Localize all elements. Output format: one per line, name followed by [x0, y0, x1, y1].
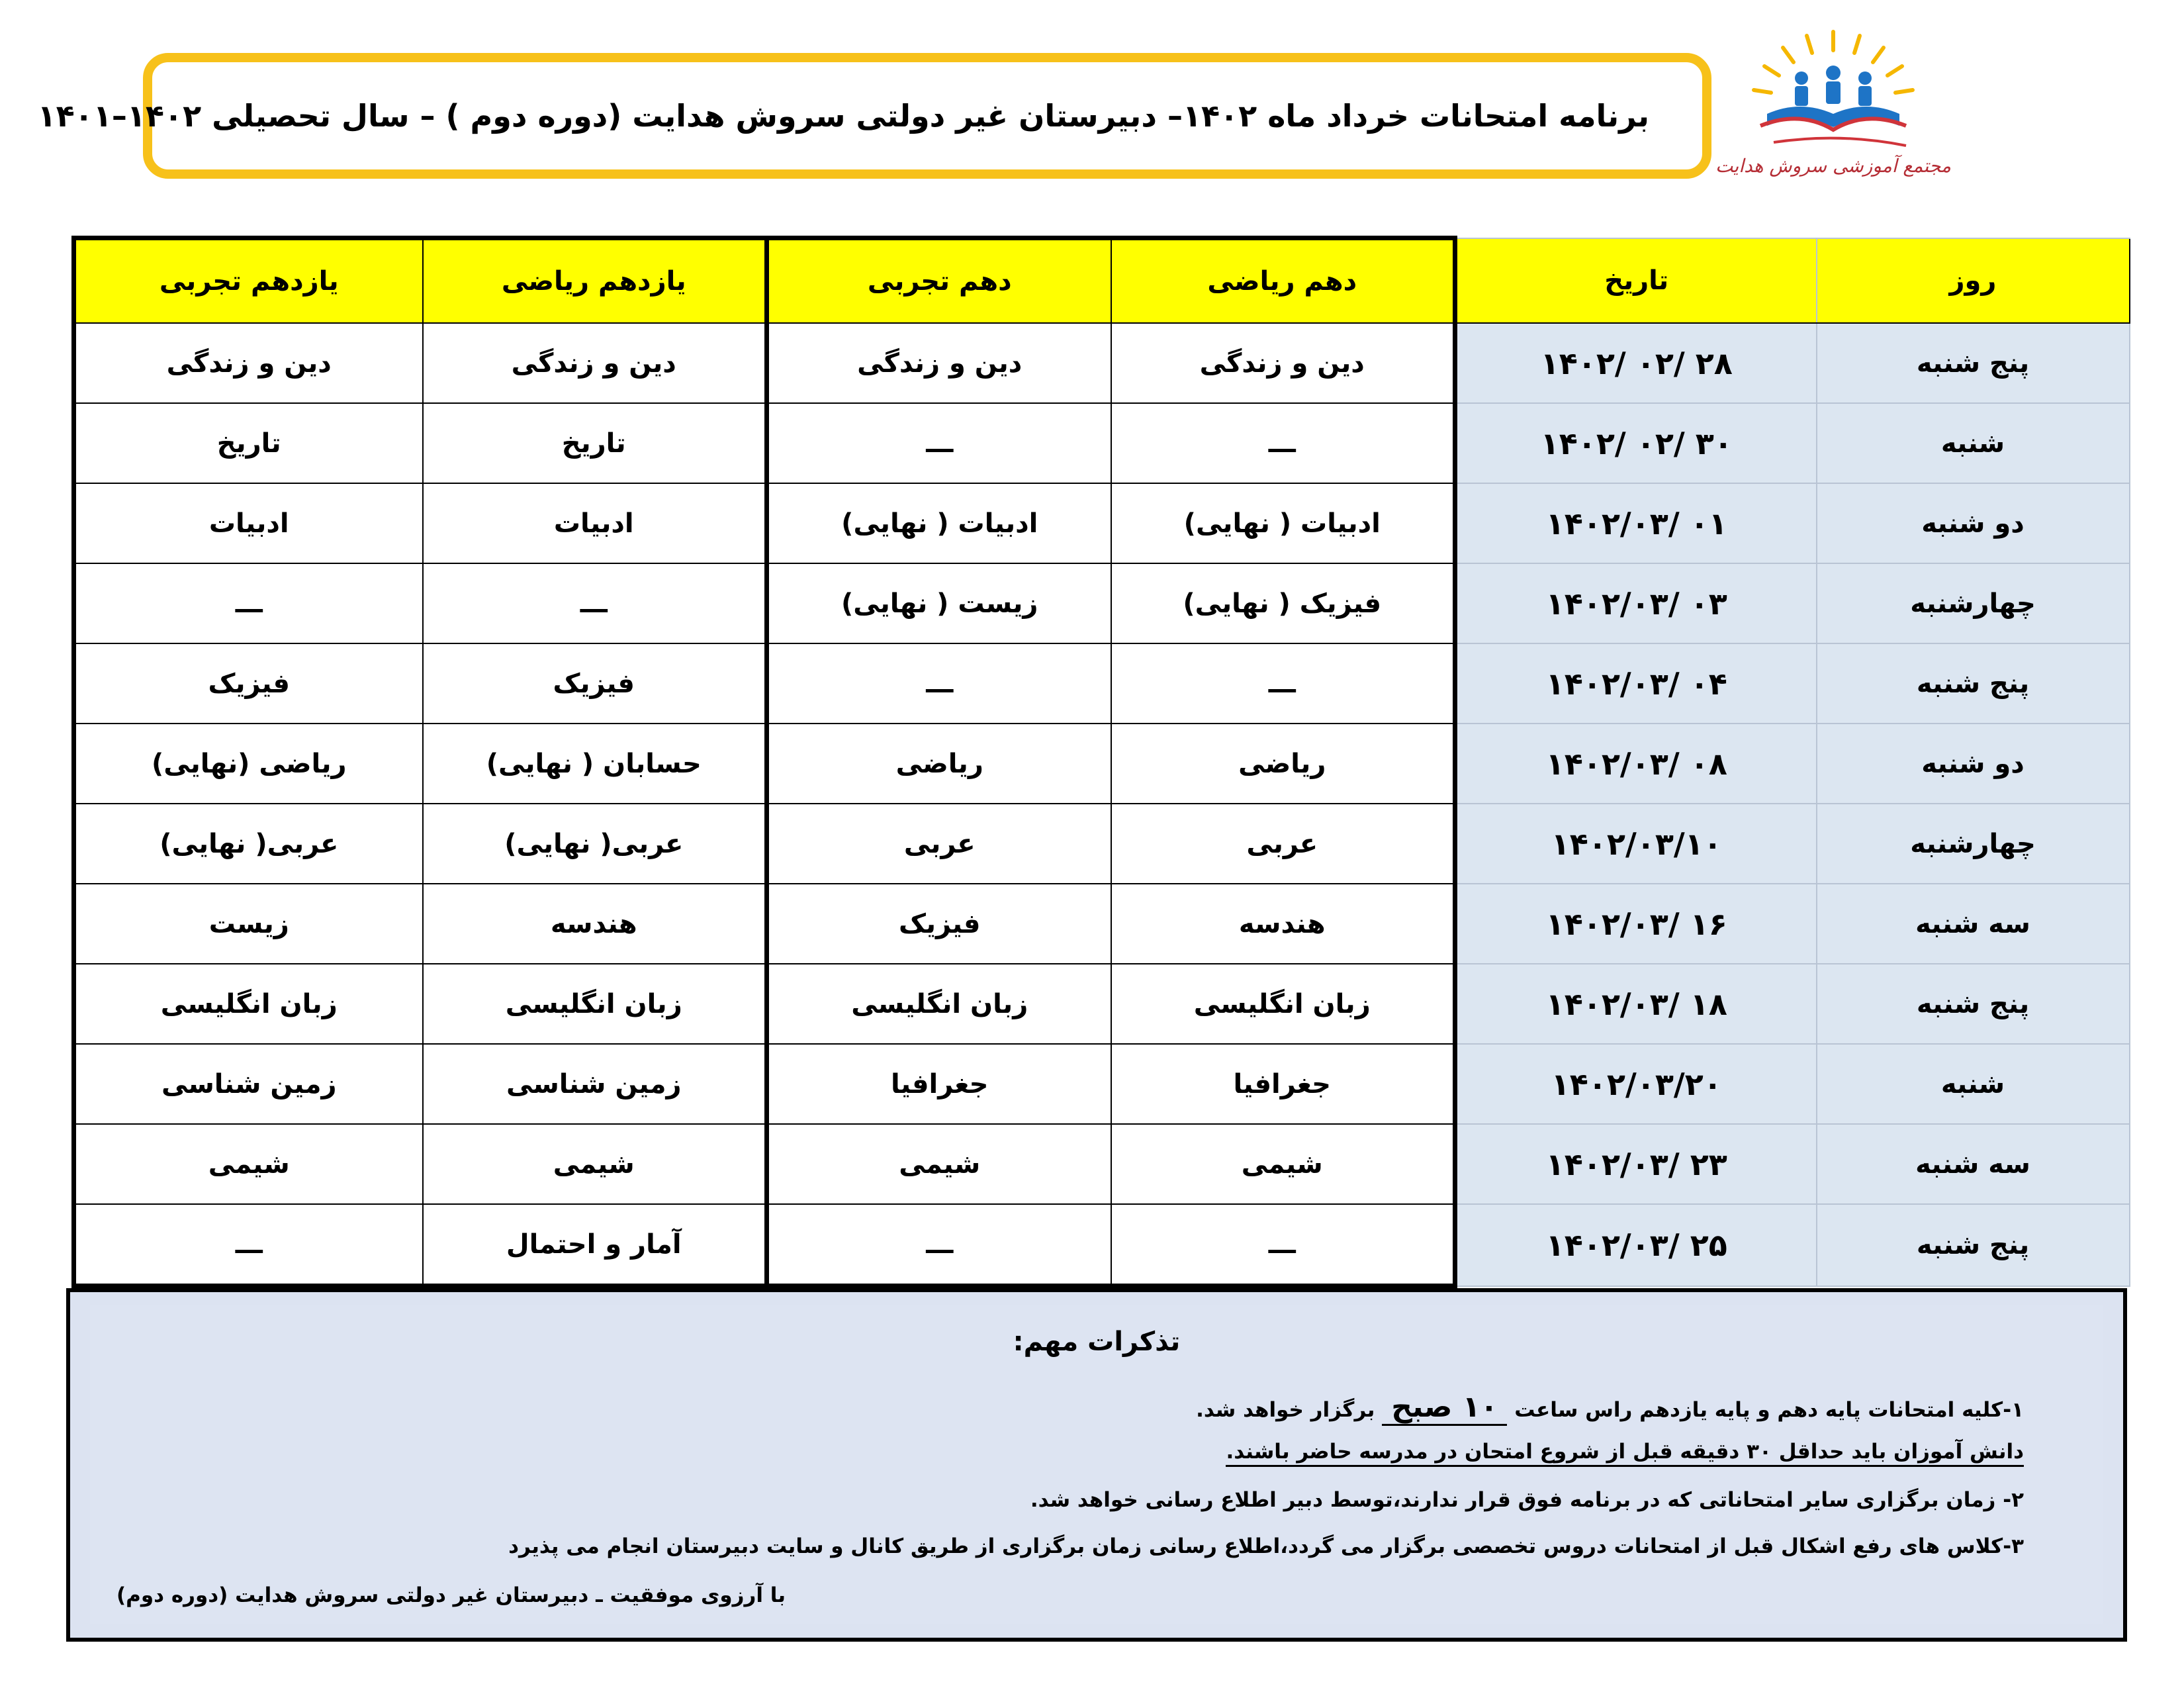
table-row	[74, 1124, 2130, 1204]
table-row	[74, 1044, 2130, 1124]
date-cell: ۱۴۰۲/۰۳/ ۰۸	[1455, 724, 1817, 804]
subject-cell: شیمی	[1111, 1124, 1455, 1204]
day-cell: پنج شنبه	[1817, 1204, 2130, 1286]
subject-cell: ریاضی	[767, 724, 1111, 804]
subject-cell: تاریخ	[74, 403, 423, 483]
subject-cell: ـــ	[767, 643, 1111, 724]
subject-cell: ـــ	[74, 563, 423, 643]
day-cell: دو شنبه	[1817, 724, 2130, 804]
subject-cell: دین و زندگی	[1111, 323, 1455, 403]
school-logo	[1715, 26, 1952, 205]
date-cell: ۱۴۰۲/۰۳/ ۱۶	[1455, 884, 1817, 964]
table-row	[74, 724, 2130, 804]
day-cell: شنبه	[1817, 403, 2130, 483]
subject-cell: دین و زندگی	[767, 323, 1111, 403]
notes-panel	[90, 1305, 2103, 1624]
table-row	[74, 483, 2130, 563]
subject-cell: شیمی	[74, 1124, 423, 1204]
subject-cell: فیزیک	[423, 643, 767, 724]
note-1-time: ۱۰ صبح	[1382, 1390, 1507, 1426]
subject-cell: زیست	[74, 884, 423, 964]
logo-text: مجتمع آموزشی سروش هدایت	[1715, 155, 1952, 177]
closing-wish: با آرزوی موفقیت ـ دبیرستان غیر دولتی سروش هدایت (دوره دوم)	[116, 1583, 786, 1607]
day-cell: پنج شنبه	[1817, 323, 2130, 403]
notes-title: تذکرات مهم:	[1013, 1327, 1181, 1357]
subject-cell: دین و زندگی	[423, 323, 767, 403]
date-cell: ۱۴۰۲/۰۳/۱۰	[1455, 804, 1817, 884]
subject-cell: فیزیک ( نهایی)	[1111, 563, 1455, 643]
table-row	[74, 884, 2130, 964]
date-cell: ۱۴۰۲/۰۳/ ۲۳	[1455, 1124, 1817, 1204]
date-cell: ۱۴۰۲/ ۰۲/ ۳۰	[1455, 403, 1817, 483]
subject-cell: هندسه	[423, 884, 767, 964]
header-col2: دهم تجربی	[767, 238, 1111, 324]
subject-cell: فیزیک	[74, 643, 423, 724]
table-row	[74, 964, 2130, 1044]
day-cell: سه شنبه	[1817, 1124, 2130, 1204]
subject-cell: عربی( نهایی)	[423, 804, 767, 884]
note-line-2	[1226, 1440, 2024, 1464]
subject-cell: ـــ	[767, 1204, 1111, 1286]
subject-cell: شیمی	[767, 1124, 1111, 1204]
day-cell: سه شنبه	[1817, 884, 2130, 964]
day-cell: چهارشنبه	[1817, 563, 2130, 643]
subject-cell: هندسه	[1111, 884, 1455, 964]
notes-box	[66, 1288, 2127, 1642]
date-cell: ۱۴۰۲/۰۳/ ۰۴	[1455, 643, 1817, 724]
header-col4: یازدهم تجربی	[74, 238, 423, 324]
date-cell: ۱۴۰۲/۰۳/ ۲۵	[1455, 1204, 1817, 1286]
subject-cell: حسابان ( نهایی)	[423, 724, 767, 804]
subject-cell: جغرافیا	[1111, 1044, 1455, 1124]
subject-cell: زبان انگلیسی	[74, 964, 423, 1044]
table-row	[74, 643, 2130, 724]
subject-cell: زبان انگلیسی	[423, 964, 767, 1044]
header-date: تاریخ	[1455, 238, 1817, 324]
subject-cell: ـــ	[1111, 643, 1455, 724]
subject-cell: ـــ	[767, 403, 1111, 483]
header-day: روز	[1817, 238, 2130, 324]
subject-cell: فیزیک	[767, 884, 1111, 964]
subject-cell: زمین شناسی	[74, 1044, 423, 1124]
subject-cell: عربی	[767, 804, 1111, 884]
subject-cell: ادبیات ( نهایی)	[1111, 483, 1455, 563]
table-row	[74, 563, 2130, 643]
subject-cell: عربی	[1111, 804, 1455, 884]
table-row	[74, 1204, 2130, 1286]
day-cell: چهارشنبه	[1817, 804, 2130, 884]
table-row	[74, 804, 2130, 884]
date-cell: ۱۴۰۲/ ۰۲/ ۲۸	[1455, 323, 1817, 403]
date-cell: ۱۴۰۲/۰۳/ ۰۳	[1455, 563, 1817, 643]
title-banner	[37, 53, 1711, 179]
subject-cell: ادبیات	[74, 483, 423, 563]
subject-cell: زبان انگلیسی	[1111, 964, 1455, 1044]
day-cell: دو شنبه	[1817, 483, 2130, 563]
table-row	[74, 323, 2130, 403]
day-cell: پنج شنبه	[1817, 964, 2130, 1044]
subject-cell: تاریخ	[423, 403, 767, 483]
page-title: برنامه امتحانات خرداد ماه ۱۴۰۲– دبیرستان غیر دولتی سروش هدایت (دوره دوم ) – سال تحصیلی ۱۴۰۲–۱۴۰۱	[37, 98, 1649, 134]
subject-cell: ـــ	[1111, 1204, 1455, 1286]
table-row	[74, 403, 2130, 483]
subject-cell: ریاضی	[1111, 724, 1455, 804]
note-line-3: ۲- زمان برگزاری سایر امتحاناتی که در برنامه فوق قرار ندارند،توسط دبیر اطلاع رسانی خواهد شد.	[1030, 1488, 2024, 1512]
date-cell: ۱۴۰۲/۰۳/ ۱۸	[1455, 964, 1817, 1044]
subject-cell: دین و زندگی	[74, 323, 423, 403]
subject-cell: ـــ	[1111, 403, 1455, 483]
subject-cell: زمین شناسی	[423, 1044, 767, 1124]
day-cell: شنبه	[1817, 1044, 2130, 1124]
date-cell: ۱۴۰۲/۰۳/۲۰	[1455, 1044, 1817, 1124]
subject-cell: ادبیات	[423, 483, 767, 563]
note-line-1	[1196, 1390, 2024, 1424]
subject-cell: زبان انگلیسی	[767, 964, 1111, 1044]
note-line-4: ۳-کلاس های رفع اشکال قبل از امتحانات دروس تخصصی برگزار می گردد،اطلاع رسانی زمان برگزاری از طریق کانال و سایت دبیرستان انجام می پذیرد	[508, 1534, 2024, 1558]
subject-cell: ـــ	[423, 563, 767, 643]
subject-cell: ـــ	[74, 1204, 423, 1286]
note-2-text: دانش آموزان باید حداقل ۳۰ دقیقه قبل از شروع امتحان در مدرسه حاضر باشند.	[1226, 1440, 2024, 1467]
subject-cell: ادبیات ( نهایی)	[767, 483, 1111, 563]
day-cell: پنج شنبه	[1817, 643, 2130, 724]
note-1-prefix: ۱-کلیه امتحانات پایه دهم و پایه یازدهم راس ساعت	[1514, 1398, 2024, 1422]
subject-cell: ریاضی (نهایی)	[74, 724, 423, 804]
subject-cell: آمار و احتمال	[423, 1204, 767, 1286]
table-header-row	[74, 238, 2130, 324]
subject-cell: جغرافیا	[767, 1044, 1111, 1124]
exam-schedule-table	[71, 236, 2130, 1288]
subject-cell: زیست ( نهایی)	[767, 563, 1111, 643]
subject-cell: عربی( نهایی)	[74, 804, 423, 884]
header-col1: دهم ریاضی	[1111, 238, 1455, 324]
date-cell: ۱۴۰۲/۰۳/ ۰۱	[1455, 483, 1817, 563]
subject-cell: شیمی	[423, 1124, 767, 1204]
header-col3: یازدهم ریاضی	[423, 238, 767, 324]
note-1-suffix: برگزار خواهد شد.	[1196, 1398, 1375, 1422]
